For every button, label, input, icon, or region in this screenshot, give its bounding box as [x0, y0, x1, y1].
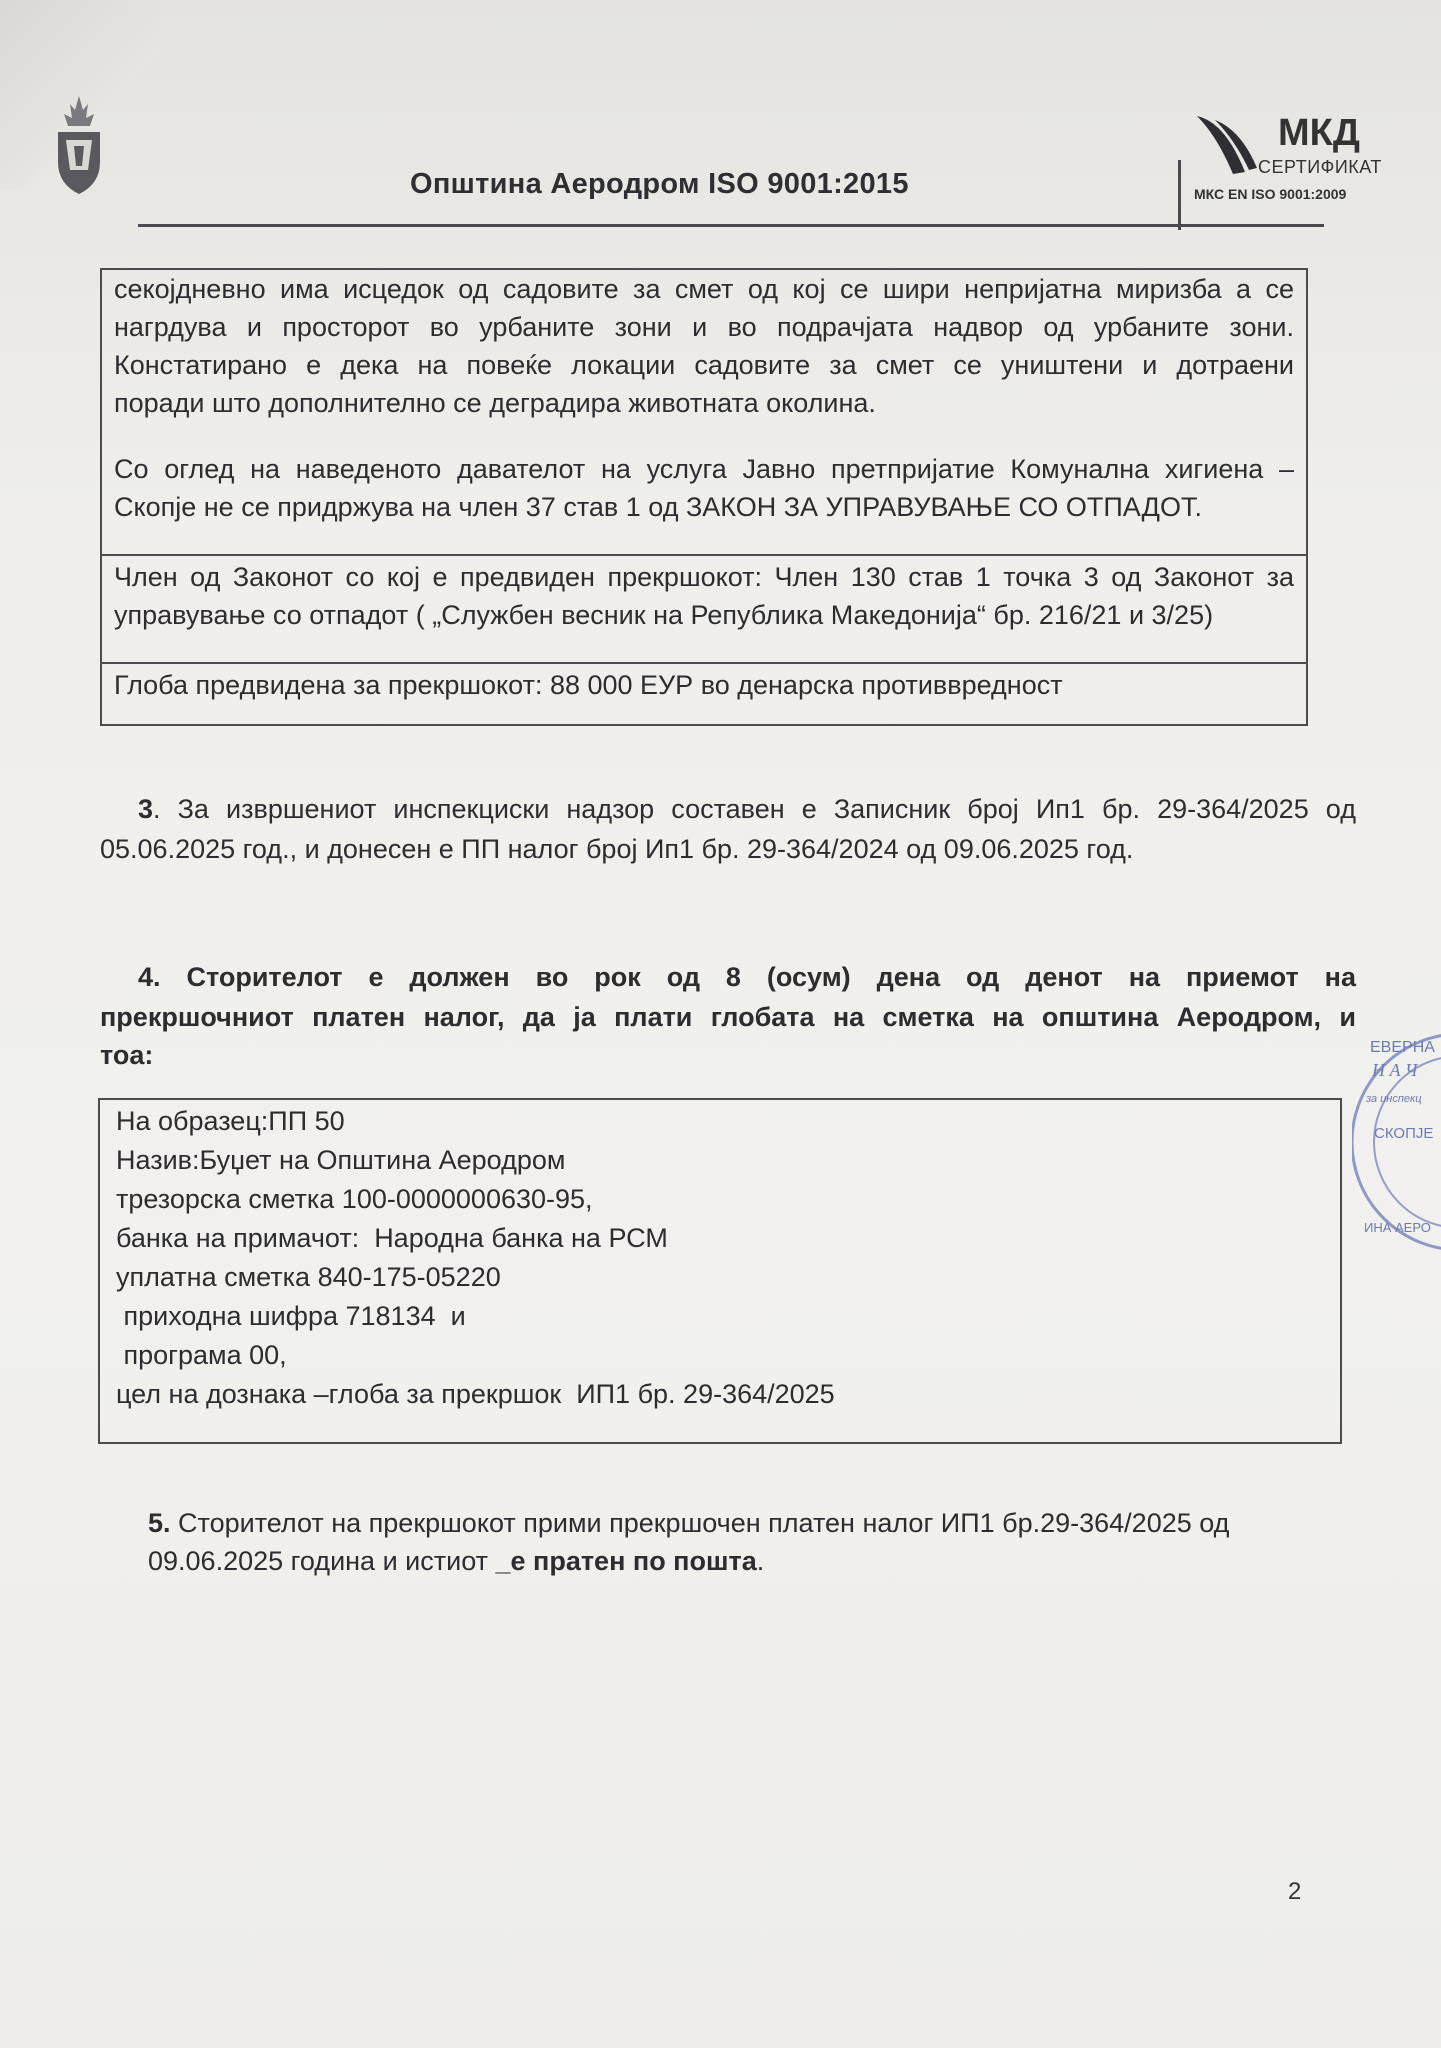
certificate-subtitle: СЕРТИФИКАТ	[1258, 157, 1382, 177]
certificate-name: МКД	[1278, 112, 1360, 154]
fine-text: Глоба предвидена за прекршокот: 88 000 ЕУР во денарска противвредност	[114, 670, 1063, 700]
page-header-title: Општина Аеродром ISO 9001:2015	[410, 168, 909, 200]
official-stamp	[1352, 1022, 1441, 1262]
section-3-number: 3	[138, 794, 154, 824]
article-text-line: управување со отпадот ( „Службен весник на Република Македонија“ бр. 216/21 и 3/25)	[114, 600, 1214, 630]
page-number: 2	[1288, 1878, 1302, 1905]
payment-line: цел на дознака –глоба за прекршок ИП1 бр. 29-364/2025	[116, 1379, 835, 1409]
table-divider	[102, 554, 1306, 556]
section-5-text-bold: _е пратен по пошта	[495, 1546, 757, 1576]
section-5-text-start: 09.06.2025 година и истиот	[148, 1546, 496, 1576]
payment-line: приходна шифра 718134 и	[116, 1301, 466, 1331]
conclusion-text-line: Со оглед на наведеното давателот на услуга Јавно претпријатие Комунална хигиена –	[114, 454, 1294, 484]
header-divider	[1178, 160, 1181, 230]
stamp-text-small: за инспекц	[1366, 1093, 1422, 1105]
section-5-text-end: .	[756, 1546, 765, 1576]
article-text-line: Член од Законот со кој е предвиден прекршокот: Член 130 став 1 точка 3 од Законот за	[114, 562, 1294, 592]
section-3-line-2: 05.06.2025 год., и донесен е ПП налог број Ип1 бр. 29-364/2024 од 09.06.2025 год.	[100, 834, 1134, 864]
payment-line: Назив:Буџет на Општина Аеродром	[116, 1145, 566, 1175]
municipality-crest-icon	[48, 90, 110, 200]
payment-details-box	[98, 1098, 1342, 1444]
header-rule	[138, 224, 1324, 227]
section-5-line-1	[148, 1504, 1358, 1542]
payment-line: На образец:ПП 50	[116, 1106, 345, 1136]
section-4-line-2: прекршочниот платен налог, да ја плати глобата на сметка на општина Аеродром, и	[100, 1002, 1356, 1032]
stamp-text-city: СКОПЈЕ	[1374, 1125, 1434, 1142]
section-5-text: Сторителот на прекршокот прими прекршочен платен налог ИП1 бр.29-364/2025 од	[170, 1508, 1230, 1538]
payment-line: уплатна сметка 840-175-05220	[116, 1262, 501, 1292]
stamp-text-top: ЕВЕРНА	[1370, 1039, 1435, 1056]
violation-text-line: секојдневно има исцедок од садовите за смет од кој се шири непријатна миризба а се	[114, 274, 1294, 304]
section-4-line-3: тоа:	[100, 1040, 154, 1070]
payment-line: трезорска сметка 100-0000000630-95,	[116, 1184, 593, 1214]
violation-table	[100, 268, 1308, 726]
table-divider	[102, 662, 1306, 664]
section-3-text: . За извршениот инспекциски надзор составен е Записник број Ип1 бр. 29-364/2025 од	[153, 794, 1356, 824]
section-4-line-1: 4. Сторителот е должен во рок од 8 (осум) дена од денот на приемот на	[138, 962, 1356, 992]
payment-line: банка на примачот: Народна банка на РСМ	[116, 1223, 668, 1253]
violation-text-line: Констатирано е дека на повеќе локации садовите за смет се уништени и дотраени	[114, 350, 1294, 380]
conclusion-text-line: Скопје не се придржува на член 37 став 1 од ЗАКОН ЗА УПРАВУВАЊЕ СО ОТПАДОТ.	[114, 492, 1202, 522]
stamp-text-bottom: ИНА АЕРО	[1364, 1220, 1431, 1235]
section-3-line-1	[138, 790, 1356, 828]
violation-text-line: нагрдува и просторот во урбаните зони и во подрачјата надвор од урбаните зони.	[114, 312, 1294, 342]
stamp-text-mid: Н А Ч	[1372, 1060, 1418, 1080]
violation-text-line: поради што дополнително се деградира животната околина.	[114, 388, 876, 418]
section-5-number: 5.	[148, 1508, 171, 1538]
certificate-standard: МКС EN ISO 9001:2009	[1194, 186, 1347, 202]
section-5-line-2	[148, 1542, 1358, 1580]
payment-line: програма 00,	[116, 1340, 287, 1370]
